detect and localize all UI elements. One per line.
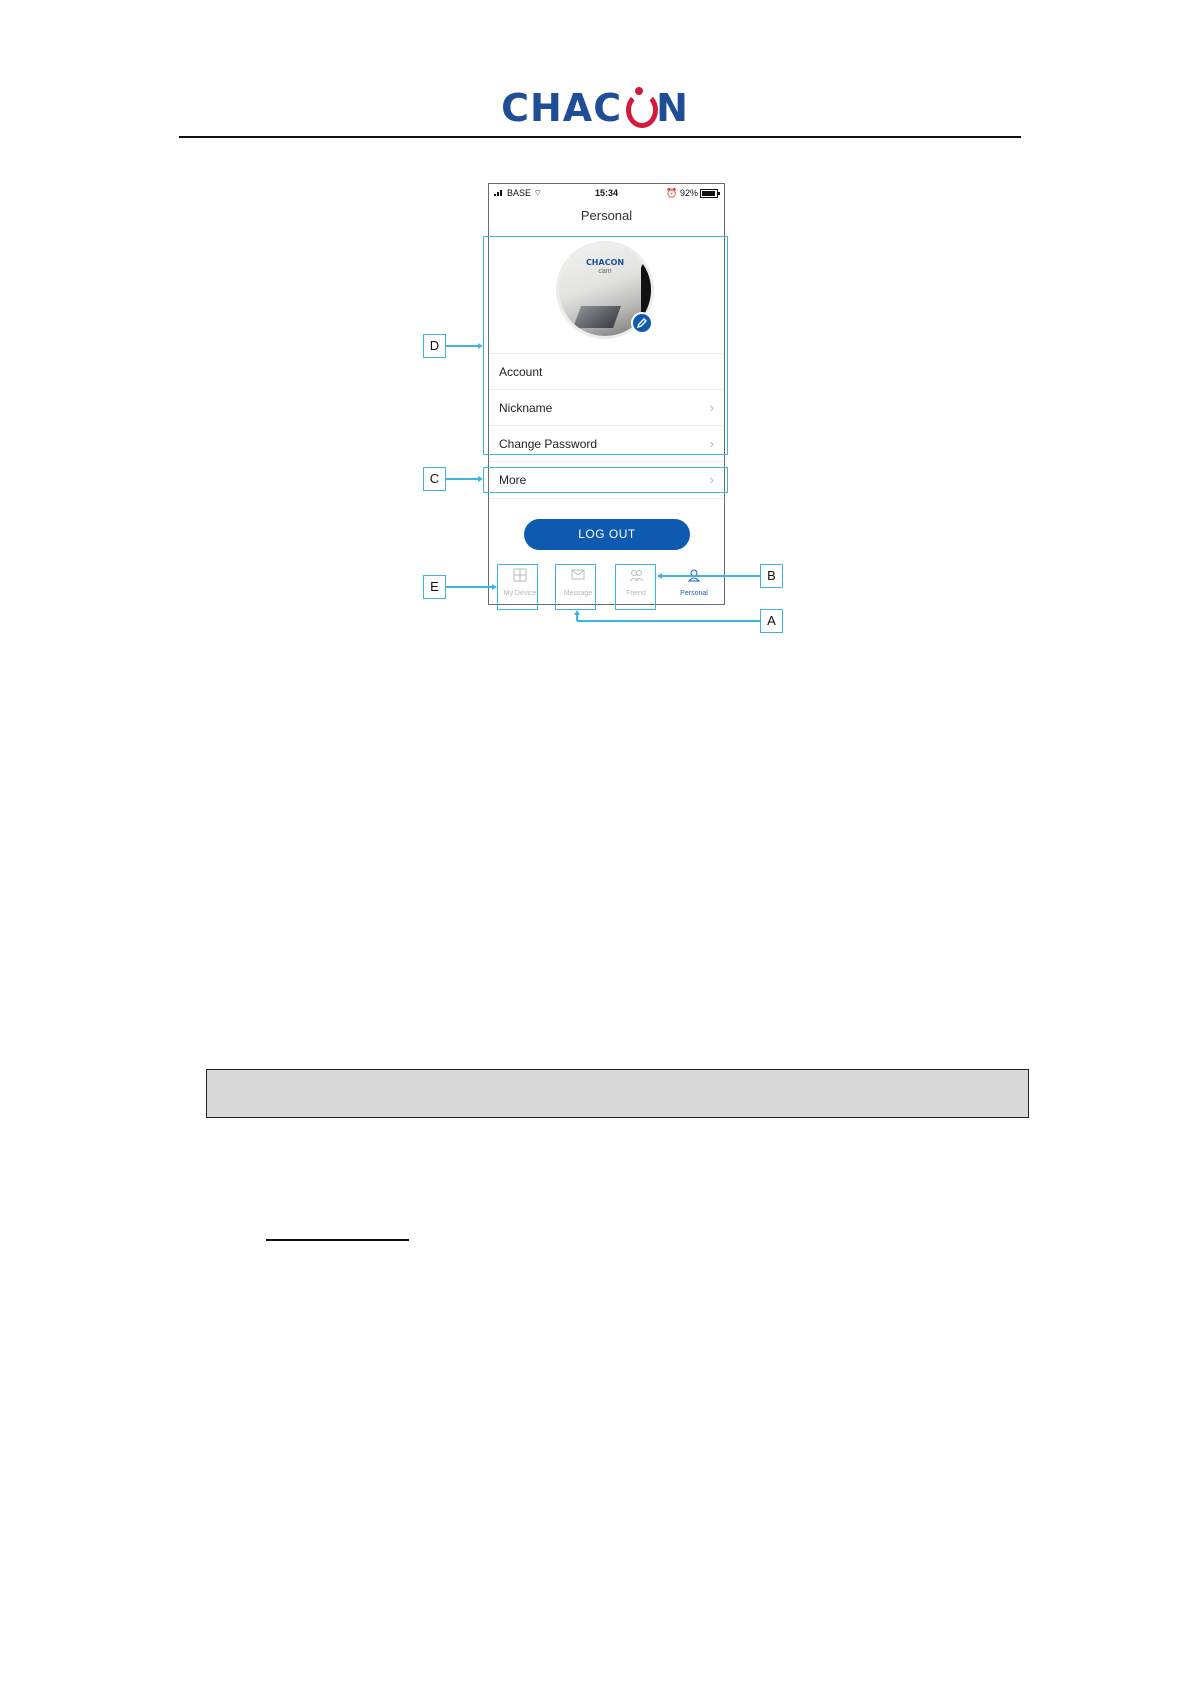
logo-text-right: N bbox=[656, 86, 689, 130]
battery-icon bbox=[700, 189, 718, 198]
annotation-box-a bbox=[555, 564, 596, 610]
carrier-label: BASE bbox=[507, 188, 532, 198]
header-divider bbox=[179, 136, 1021, 138]
tab-label: Friend bbox=[626, 590, 646, 597]
status-time: 15:34 bbox=[594, 188, 619, 198]
annotation-box-e bbox=[497, 564, 538, 610]
annotation-box-d bbox=[483, 236, 728, 455]
logo-text-left: CHAC bbox=[501, 86, 623, 130]
callout-b: B bbox=[760, 564, 783, 588]
tab-label: Message bbox=[563, 590, 593, 597]
tab-personal[interactable] bbox=[665, 558, 723, 604]
wifi-icon: ⌔ bbox=[533, 188, 542, 198]
callout-a: A bbox=[760, 609, 783, 633]
logo-o-mark bbox=[624, 90, 654, 124]
annotation-box-c bbox=[483, 467, 728, 493]
callout-e: E bbox=[423, 575, 446, 599]
chacon-logo bbox=[0, 86, 1190, 130]
menu-item-label: Account bbox=[499, 365, 543, 379]
screen-title: Personal bbox=[580, 208, 633, 223]
menu-item-label: More bbox=[499, 473, 527, 487]
underline-rule bbox=[266, 1239, 409, 1241]
menu-item-label: Nickname bbox=[499, 401, 553, 415]
callout-d: D bbox=[423, 334, 446, 358]
callout-c: C bbox=[423, 467, 446, 491]
tab-label: My Device bbox=[503, 590, 537, 597]
chevron-right-icon: › bbox=[709, 400, 714, 415]
avatar-brand: CHACON bbox=[585, 258, 625, 267]
status-bar bbox=[489, 188, 724, 202]
annotation-box-b bbox=[615, 564, 656, 610]
chevron-right-icon: › bbox=[709, 436, 714, 451]
menu-item-label: Change Password bbox=[499, 437, 598, 451]
chevron-right-icon: › bbox=[709, 472, 714, 487]
logout-button[interactable]: LOG OUT bbox=[524, 519, 690, 550]
grey-note-box bbox=[206, 1069, 1029, 1118]
battery-percent: ⏰ 92% bbox=[666, 188, 698, 198]
avatar-brand-sub: cam bbox=[598, 268, 612, 275]
alarm-icon: ⏰ bbox=[666, 188, 678, 198]
tab-label: Personal bbox=[680, 590, 708, 597]
